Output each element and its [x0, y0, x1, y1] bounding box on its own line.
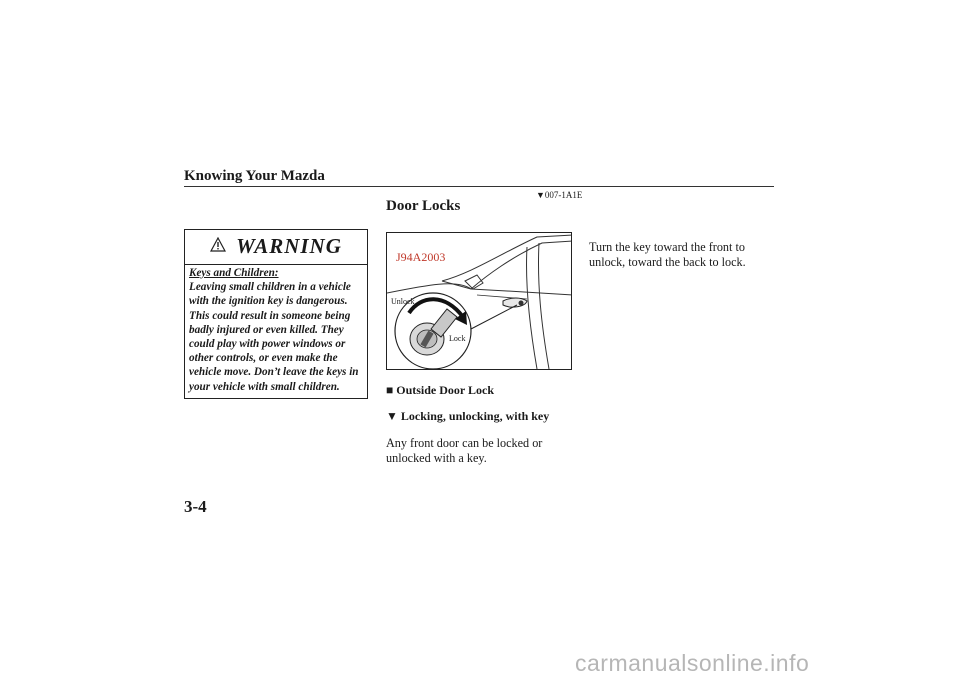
subheading-outside-door-lock: ■ Outside Door Lock [386, 383, 495, 397]
section-title: Door Locks [386, 198, 461, 214]
warning-divider [185, 264, 367, 265]
unlock-label: Unlock [391, 297, 415, 306]
warning-triangle-icon [210, 237, 226, 257]
paragraph-turn-key: Turn the key toward the front to unlock, toward the back to lock. [589, 240, 746, 269]
paragraph-front-door: Any front door can be locked or unlocked with a key. [386, 436, 543, 465]
figure-code: J94A2003 [396, 250, 446, 264]
page-number: 3-4 [184, 497, 207, 516]
subheading-locking-with-key: ▼ Locking, unlocking, with key [386, 409, 550, 423]
header-title: Knowing Your Mazda [184, 168, 325, 184]
warning-heading: Keys and Children: [189, 267, 279, 279]
warning-text [189, 266, 367, 394]
watermark-text: carmanualsonline.info [575, 650, 810, 676]
warning-label: WARNING [236, 234, 342, 258]
warning-body: Leaving small children in a vehicle with the ignition key is dangerous. This could result in someone being badly injured or even killed. They could play with power windows or other controls, or even make the vehicle move. Don’t leave the keys in your vehicle with small children. [189, 281, 359, 393]
door-lock-figure [386, 232, 572, 370]
section-code: ▼007-1A1E [536, 190, 583, 200]
warning-box [184, 229, 368, 399]
lock-label: Lock [449, 334, 466, 343]
header-divider [184, 186, 774, 187]
warning-header [185, 234, 367, 260]
